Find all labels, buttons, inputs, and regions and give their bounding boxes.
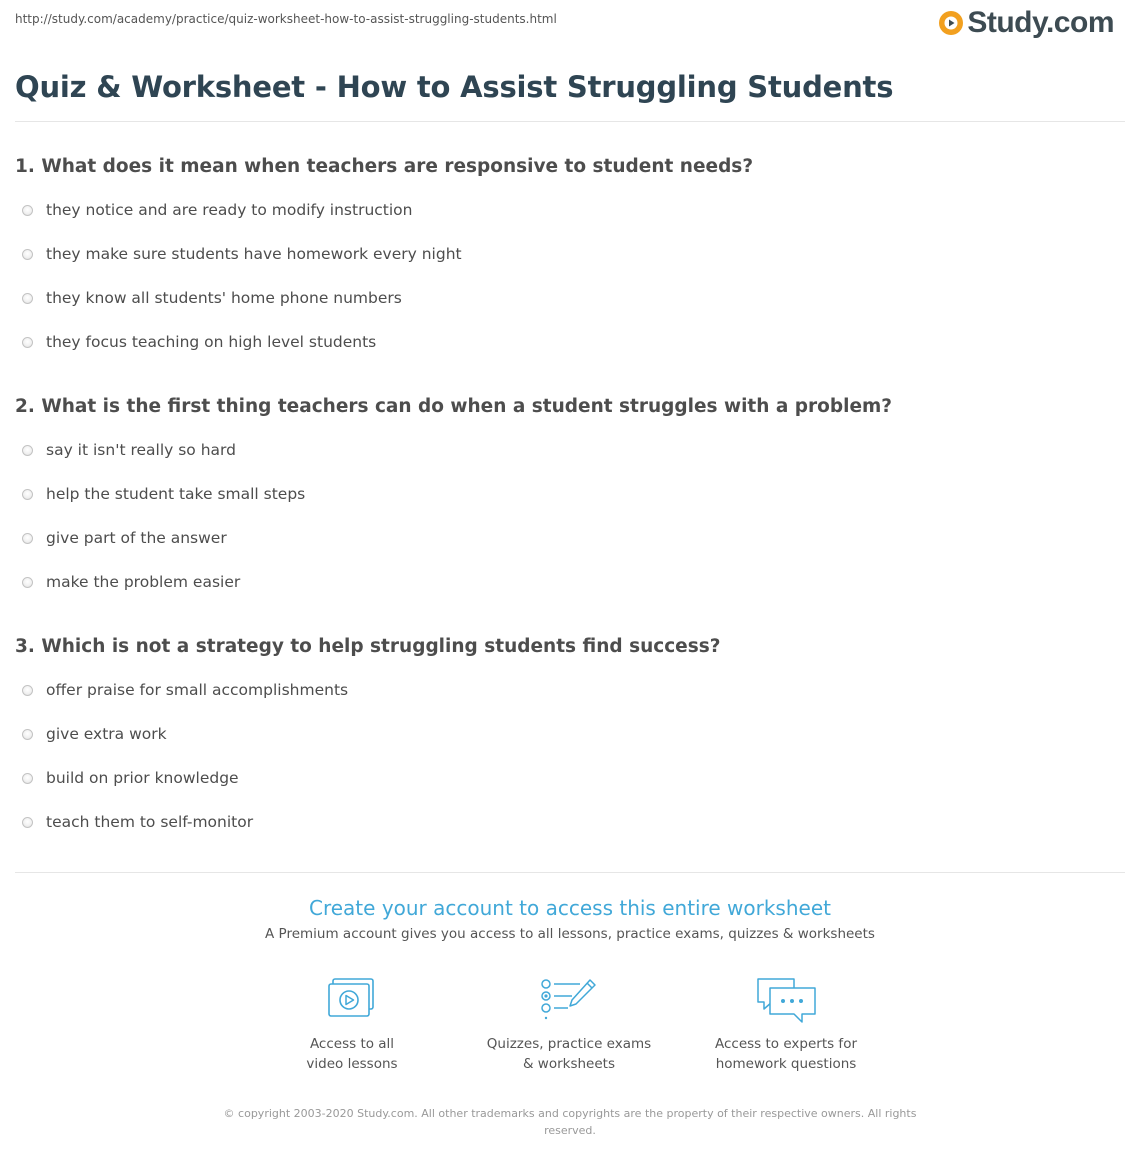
question-1-option-3[interactable] (22, 287, 402, 309)
video-lessons-icon (325, 976, 379, 1022)
study-logo-icon (938, 10, 964, 36)
option-label: build on prior knowledge (46, 769, 239, 787)
feature-quizzes (469, 976, 669, 1074)
question-3-option-3[interactable] (22, 767, 239, 789)
option-label: teach them to self-monitor (46, 813, 254, 831)
option-label: give extra work (46, 725, 167, 743)
feature-experts (686, 976, 886, 1074)
feature-label-line2: homework questions (715, 1056, 857, 1072)
copyright-line1: © copyright 2003-2020 Study.com. All other trademarks and copyrights are the property of their respective owners. All rights (223, 1107, 917, 1120)
radio-button[interactable] (22, 817, 33, 828)
option-label: help the student take small steps (46, 485, 306, 503)
radio-button[interactable] (22, 293, 33, 304)
radio-button[interactable] (22, 337, 33, 348)
feature-label-line2: video lessons (306, 1056, 398, 1072)
feature-label-line1: Access to all (309, 1036, 395, 1052)
question-1-option-4[interactable] (22, 331, 376, 353)
radio-button[interactable] (22, 577, 33, 588)
chat-bubbles-icon (754, 976, 818, 1026)
radio-button[interactable] (22, 445, 33, 456)
question-3-option-2[interactable] (22, 723, 167, 745)
option-label: make the problem easier (46, 573, 241, 591)
option-label: they focus teaching on high level students (46, 333, 377, 351)
quiz-checklist-icon (540, 976, 598, 1022)
feature-video-lessons (252, 976, 452, 1074)
page-url: http://study.com/academy/practice/quiz-worksheet-how-to-assist-struggling-students.html (15, 12, 557, 26)
radio-button[interactable] (22, 205, 33, 216)
feature-label-line1: Access to experts for (714, 1036, 857, 1052)
option-label: say it isn't really so hard (46, 441, 236, 459)
logo-text: Study.com (967, 6, 1114, 39)
title-divider (15, 121, 1125, 122)
feature-label-line1: Quizzes, practice exams (486, 1036, 652, 1052)
question-2-option-4[interactable] (22, 571, 240, 593)
option-label: they notice and are ready to modify instruction (46, 201, 413, 219)
radio-button[interactable] (22, 249, 33, 260)
option-label: they know all students' home phone numbers (46, 289, 402, 307)
cta-heading-link[interactable]: Create your account to access this entire worksheet (309, 896, 831, 920)
radio-button[interactable] (22, 773, 33, 784)
radio-button[interactable] (22, 533, 33, 544)
page-title: Quiz & Worksheet - How to Assist Struggling Students (15, 70, 894, 104)
option-label: they make sure students have homework every night (46, 245, 462, 263)
option-label: offer praise for small accomplishments (46, 681, 349, 699)
copyright-notice (220, 1105, 920, 1139)
study-logo[interactable] (938, 6, 1114, 40)
question-1: 1. What does it mean when teachers are responsive to student needs? (15, 156, 754, 177)
question-2: 2. What is the first thing teachers can do when a student struggles with a problem? (15, 396, 893, 417)
radio-button[interactable] (22, 685, 33, 696)
question-2-option-1[interactable] (22, 439, 236, 461)
question-2-option-3[interactable] (22, 527, 227, 549)
feature-label-line2: & worksheets (522, 1056, 615, 1072)
copyright-line2: reserved. (544, 1124, 596, 1137)
question-3: 3. Which is not a strategy to help struggling students find success? (15, 636, 721, 657)
radio-button[interactable] (22, 729, 33, 740)
question-2-option-2[interactable] (22, 483, 305, 505)
question-3-option-1[interactable] (22, 679, 348, 701)
question-1-option-1[interactable] (22, 199, 413, 221)
question-3-option-4[interactable] (22, 811, 253, 833)
cta-subheading: A Premium account gives you access to all lessons, practice exams, quizzes & worksheets (265, 926, 875, 942)
radio-button[interactable] (22, 489, 33, 500)
cta-divider (15, 872, 1125, 873)
top-bar (0, 0, 1140, 44)
question-1-option-2[interactable] (22, 243, 462, 265)
option-label: give part of the answer (46, 529, 227, 547)
